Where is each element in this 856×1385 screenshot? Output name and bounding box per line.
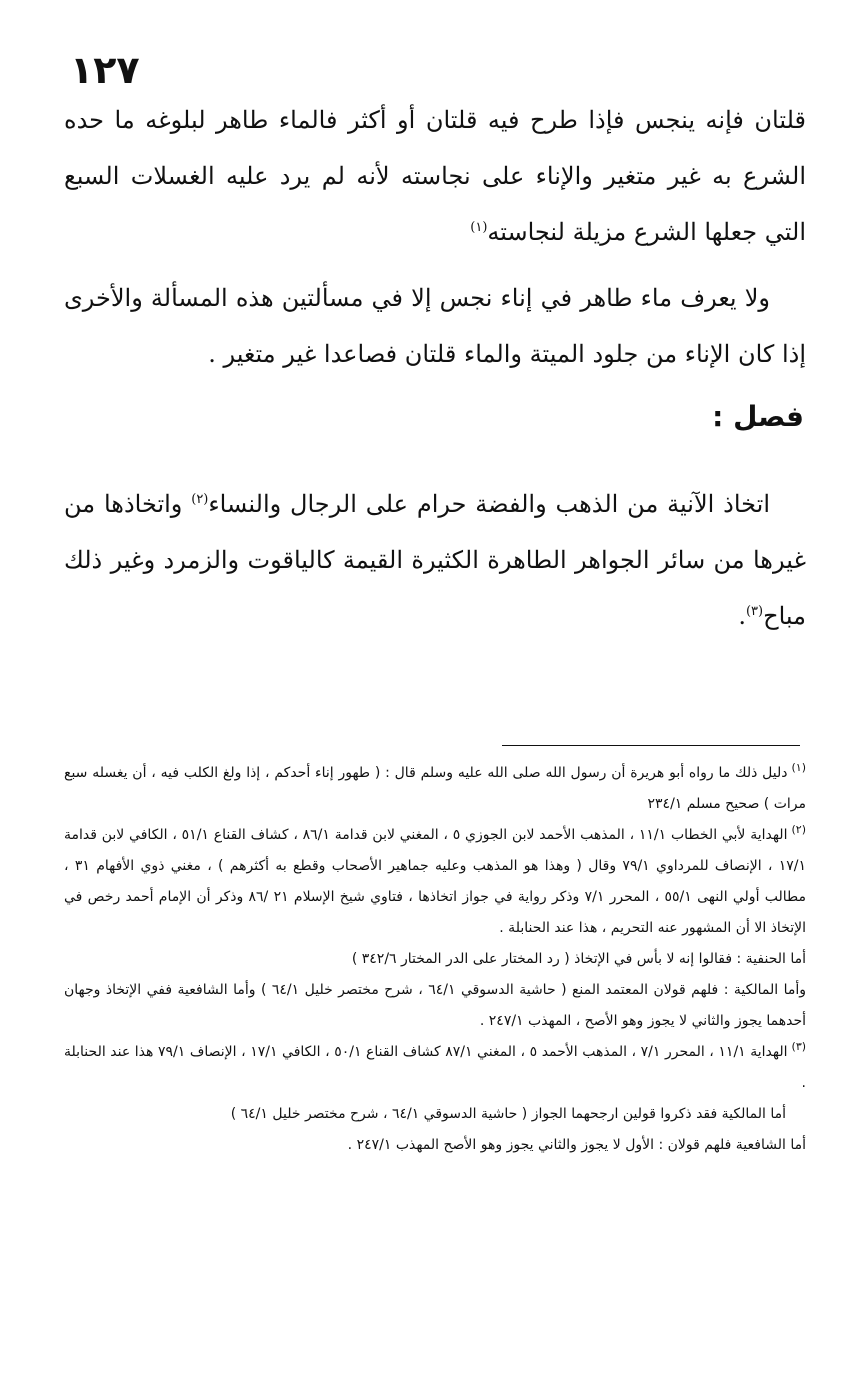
section-paragraph	[64, 476, 806, 644]
footnote-1	[64, 758, 806, 820]
footnote-number: (٣)	[791, 1040, 807, 1054]
section-text-b: واتخاذها من غيرها من سائر الجواهر الطاهرة الكثيرة القيمة كالياقوت والزمرد وغير ذلك مباح	[64, 490, 806, 630]
section-heading: فصل :	[712, 400, 804, 433]
footnote-number: (١)	[791, 761, 806, 775]
paragraph-1	[64, 92, 806, 260]
footnote-text: أما المالكية فقد ذكروا قولين ارجحهما الجواز ( حاشية الدسوقي ٦٤/١ ، شرح مختصر خليل ٦٤/١ )	[230, 1106, 786, 1122]
footnote-3-maliki	[64, 1099, 806, 1130]
main-text-block	[64, 92, 806, 382]
footnote-separator	[502, 745, 800, 746]
section-text-block	[64, 466, 806, 644]
footnote-text: أما الشافعية فلهم قولان : الأول لا يجوز والثاني يجوز وهو الأصح المهذب ٢٤٧/١ .	[347, 1137, 806, 1153]
paragraph-2: ولا يعرف ماء طاهر في إناء نجس إلا في مسألتين هذه المسألة والأخرى إذا كان الإناء من جلود الميتة والماء قلتان فصاعدا غير متغير .	[64, 284, 806, 368]
footnote-text: الهداية لأبي الخطاب ١١/١ ، المذهب الأحمد لابن الجوزي ٥ ، المغني لابن قدامة ٨٦/١ ، كشاف القناع ٥١/١ ، الكافي لابن قدامة ١٧/١ ، الإنصاف للمرداوي ٧٩/١ وقال ( وهذا هو المذهب وعليه جماهير الأصحاب وقطع به أكثرهم ) ، مغني ذوي الأفهام ٣١ ، مطالب أولي النهى ٥٥/١ ، المحرر ٧/١ وذكر رواية في جواز اتخاذها ، فتاوي شيخ الإسلام ٢١ /٨٦ وذكر أن الإمام أحمد رخص في الإتخاذ الا أن المشهور عنه التحريم ، هذا عند الحنابلة .	[64, 827, 807, 936]
footnote-2-maliki	[64, 975, 806, 1037]
footnote-text: وأما المالكية : فلهم قولان المعتمد المنع ( حاشية الدسوقي ٦٤/١ ، شرح مختصر خليل ٦٤/١ ) وأما الشافعية ففي الإتخاذ وجهان أحدهما يجوز والثاني لا يجوز وهو الأصح ، المهذب ٢٤٧/١ .	[64, 982, 806, 1029]
footnote-2-hanafi	[64, 944, 806, 975]
footnote-number: (٢)	[791, 823, 806, 837]
footnote-ref-2: (٢)	[191, 492, 209, 507]
section-text-end: .	[738, 602, 746, 630]
section-text-a: اتخاذ الآنية من الذهب والفضة حرام على الرجال والنساء	[208, 490, 770, 518]
footnote-ref-1: (١)	[470, 220, 488, 235]
footnote-ref-3: (٣)	[745, 604, 764, 619]
footnote-2	[64, 820, 806, 944]
page-number: ١٢٧	[70, 48, 140, 92]
footnotes	[64, 758, 806, 1161]
footnote-text: دليل ذلك ما رواه أبو هريرة أن رسول الله صلى الله عليه وسلم قال : ( طهور إناء أحدكم ، إذا ولغ الكلب فيه ، أن يغسله سبع مرات ) صحيح مسلم ٢٣٤/١	[64, 765, 806, 812]
footnote-text: أما الحنفية : فقالوا إنه لا بأس في الإتخاذ ( رد المختار على الدر المختار ٣٤٢/٦ )	[351, 951, 806, 967]
paragraph-1-text: قلتان فإنه ينجس فإذا طرح فيه قلتان أو أكثر فالماء طاهر لبلوغه ما حده الشرع به غير متغير والإناء على نجاسته لأنه لم يرد عليه الغسلات السبع التي جعلها الشرع مزيلة لنجاسته	[64, 106, 806, 246]
footnote-text: الهداية ١١/١ ، المحرر ٧/١ ، المذهب الأحمد ٥ ، المغني ٨٧/١ كشاف القناع ٥٠/١ ، الكافي ١٧/١ ، الإنصاف ٧٩/١ هذا عند الحنابلة .	[64, 1044, 806, 1091]
footnote-3	[64, 1037, 806, 1099]
footnote-3-shafii	[64, 1130, 806, 1161]
